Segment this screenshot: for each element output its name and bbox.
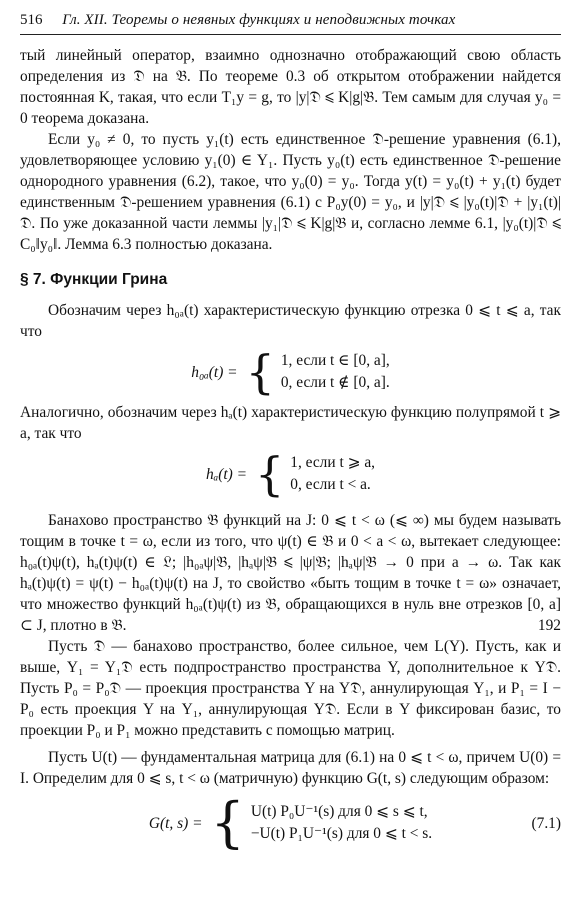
formula-green-case-1: U(t) P₀U⁻¹(s) для 0 ⩽ s ⩽ t, <box>250 803 428 820</box>
paragraph-5-text: Банахово пространство 𝔅 функций на J: 0 ⩽ t < ω (⩽ ∞) мы будем называть тощим в точке t = ω, если из того, что ψ(t) ∈ 𝔅 и 0 < a < ω, вытекает следующее: h₀ₐ(t)ψ(t), hₐ(t)ψ(t) ∈ 𝔏; |h₀ₐψ|𝔅, |hₐψ|𝔅 ⩽ |ψ|𝔅; |hₐψ|𝔅 → 0 при a → ω. Так как hₐ(t)ψ(t) = ψ(t) − h₀ₐ(t)ψ(t) на J, то свойство «быть тощим в точке t = ω» означает, что множество функций h₀ₐ(t)ψ(t) из 𝔅, обращающихся в нуль вне отрезков [0, a] ⊂ J, плотно в 𝔅. <box>20 512 561 634</box>
page-number: 516 <box>20 12 43 28</box>
formula-h0a-case-1: 1, если t ∈ [0, a], <box>280 352 390 369</box>
formula-h0a-lhs: h₀ₐ(t) = <box>191 363 238 381</box>
paragraph-7: Пусть U(t) — фундаментальная матрица для (6.1) на 0 ⩽ t < ω, причем U(0) = I. Определим для 0 ⩽ s, t < ω (матричную) функцию G(t, s) следующим образом: <box>20 749 561 787</box>
formula-green-case-2: −U(t) P₁U⁻¹(s) для 0 ⩽ t < s. <box>250 825 433 842</box>
formula-ha-cases <box>290 452 375 496</box>
running-header <box>20 10 560 30</box>
header-rule <box>20 34 561 35</box>
paragraph-3: Обозначим через h₀ₐ(t) характеристическую функцию отрезка 0 ⩽ t ⩽ a, так что <box>20 302 561 340</box>
paragraph-6: Пусть 𝔇 — банахово пространство, более сильное, чем L(Y). Пусть, как и выше, Y₁ = Y₁𝔇 есть подпространство пространства Y, дополнительное к Y𝔇. Пусть P₀ = P₀𝔇 — проекция пространства Y на Y𝔇, аннулирующая Y₁, и P₁ = I − P₀ есть проекция Y на Y₁, аннулирующая Y𝔇. Если в Y фиксирован базис, то проекции P₀ и P₁ можно представить с помощью матриц. <box>20 638 561 739</box>
paragraph-5 <box>20 510 561 636</box>
formula-h0a <box>20 345 561 399</box>
formula-ha-case-2: 0, если t < a. <box>290 476 371 493</box>
formula-green-lhs: G(t, s) = <box>148 814 203 832</box>
formula-green <box>20 791 561 854</box>
paragraph-2: Если y₀ ≠ 0, то пусть y₁(t) есть единственное 𝔇-решение уравнения (6.1), удовлетворяющее условию y₁(0) ∈ Y₁. Пусть y₀(t) есть единственное 𝔇-решение однородного уравнения (6.2), такое, что y₀(0) = y₀. Тогда y(t) = y₀(t) + y₁(t) будет единственным 𝔇-решением уравнения (6.1) с P₀y(0) = y₀, и |y|𝔇 ⩽ |y₀(t)|𝔇 + |y₁(t)|𝔇. По уже доказанной части леммы |y₁|𝔇 ⩽ K|g|𝔅 и, согласно лемме 6.1, |y₀(t)|𝔇 ⩽ C₀‖y₀‖. Лемма 6.3 полностью доказана. <box>20 131 561 253</box>
page-body <box>20 45 561 857</box>
formula-ha <box>20 447 561 501</box>
equation-number: (7.1) <box>531 814 561 832</box>
paragraph-1: тый линейный оператор, взаимно однозначно отображающий свою область определения из 𝔇 на 𝔅. По теореме 0.3 об открытом отображении найдется постоянная K, такая, что если T₁y = g, то |y|𝔇 ⩽ K|g|𝔅. Тем самым для случая y₀ = 0 теорема доказана. <box>20 47 561 127</box>
formula-h0a-case-2: 0, если t ∉ [0, a]. <box>280 374 390 391</box>
chapter-title: Гл. XII. Теоремы о неявных функциях и неподвижных точках <box>62 12 456 28</box>
formula-ha-case-1: 1, если t ⩾ a, <box>290 454 375 471</box>
formula-h0a-cases <box>281 350 390 394</box>
formula-ha-lhs: hₐ(t) = <box>206 465 247 483</box>
paragraph-4: Аналогично, обозначим через hₐ(t) характеристическую функцию полупрямой t ⩾ a, так что <box>20 404 561 442</box>
left-brace: { <box>210 791 245 854</box>
formula-green-cases <box>251 801 432 845</box>
left-brace: { <box>245 345 275 399</box>
section-heading: § 7. Функции Грина <box>20 271 168 288</box>
margin-number: 192 <box>537 617 561 634</box>
left-brace: { <box>254 447 285 501</box>
